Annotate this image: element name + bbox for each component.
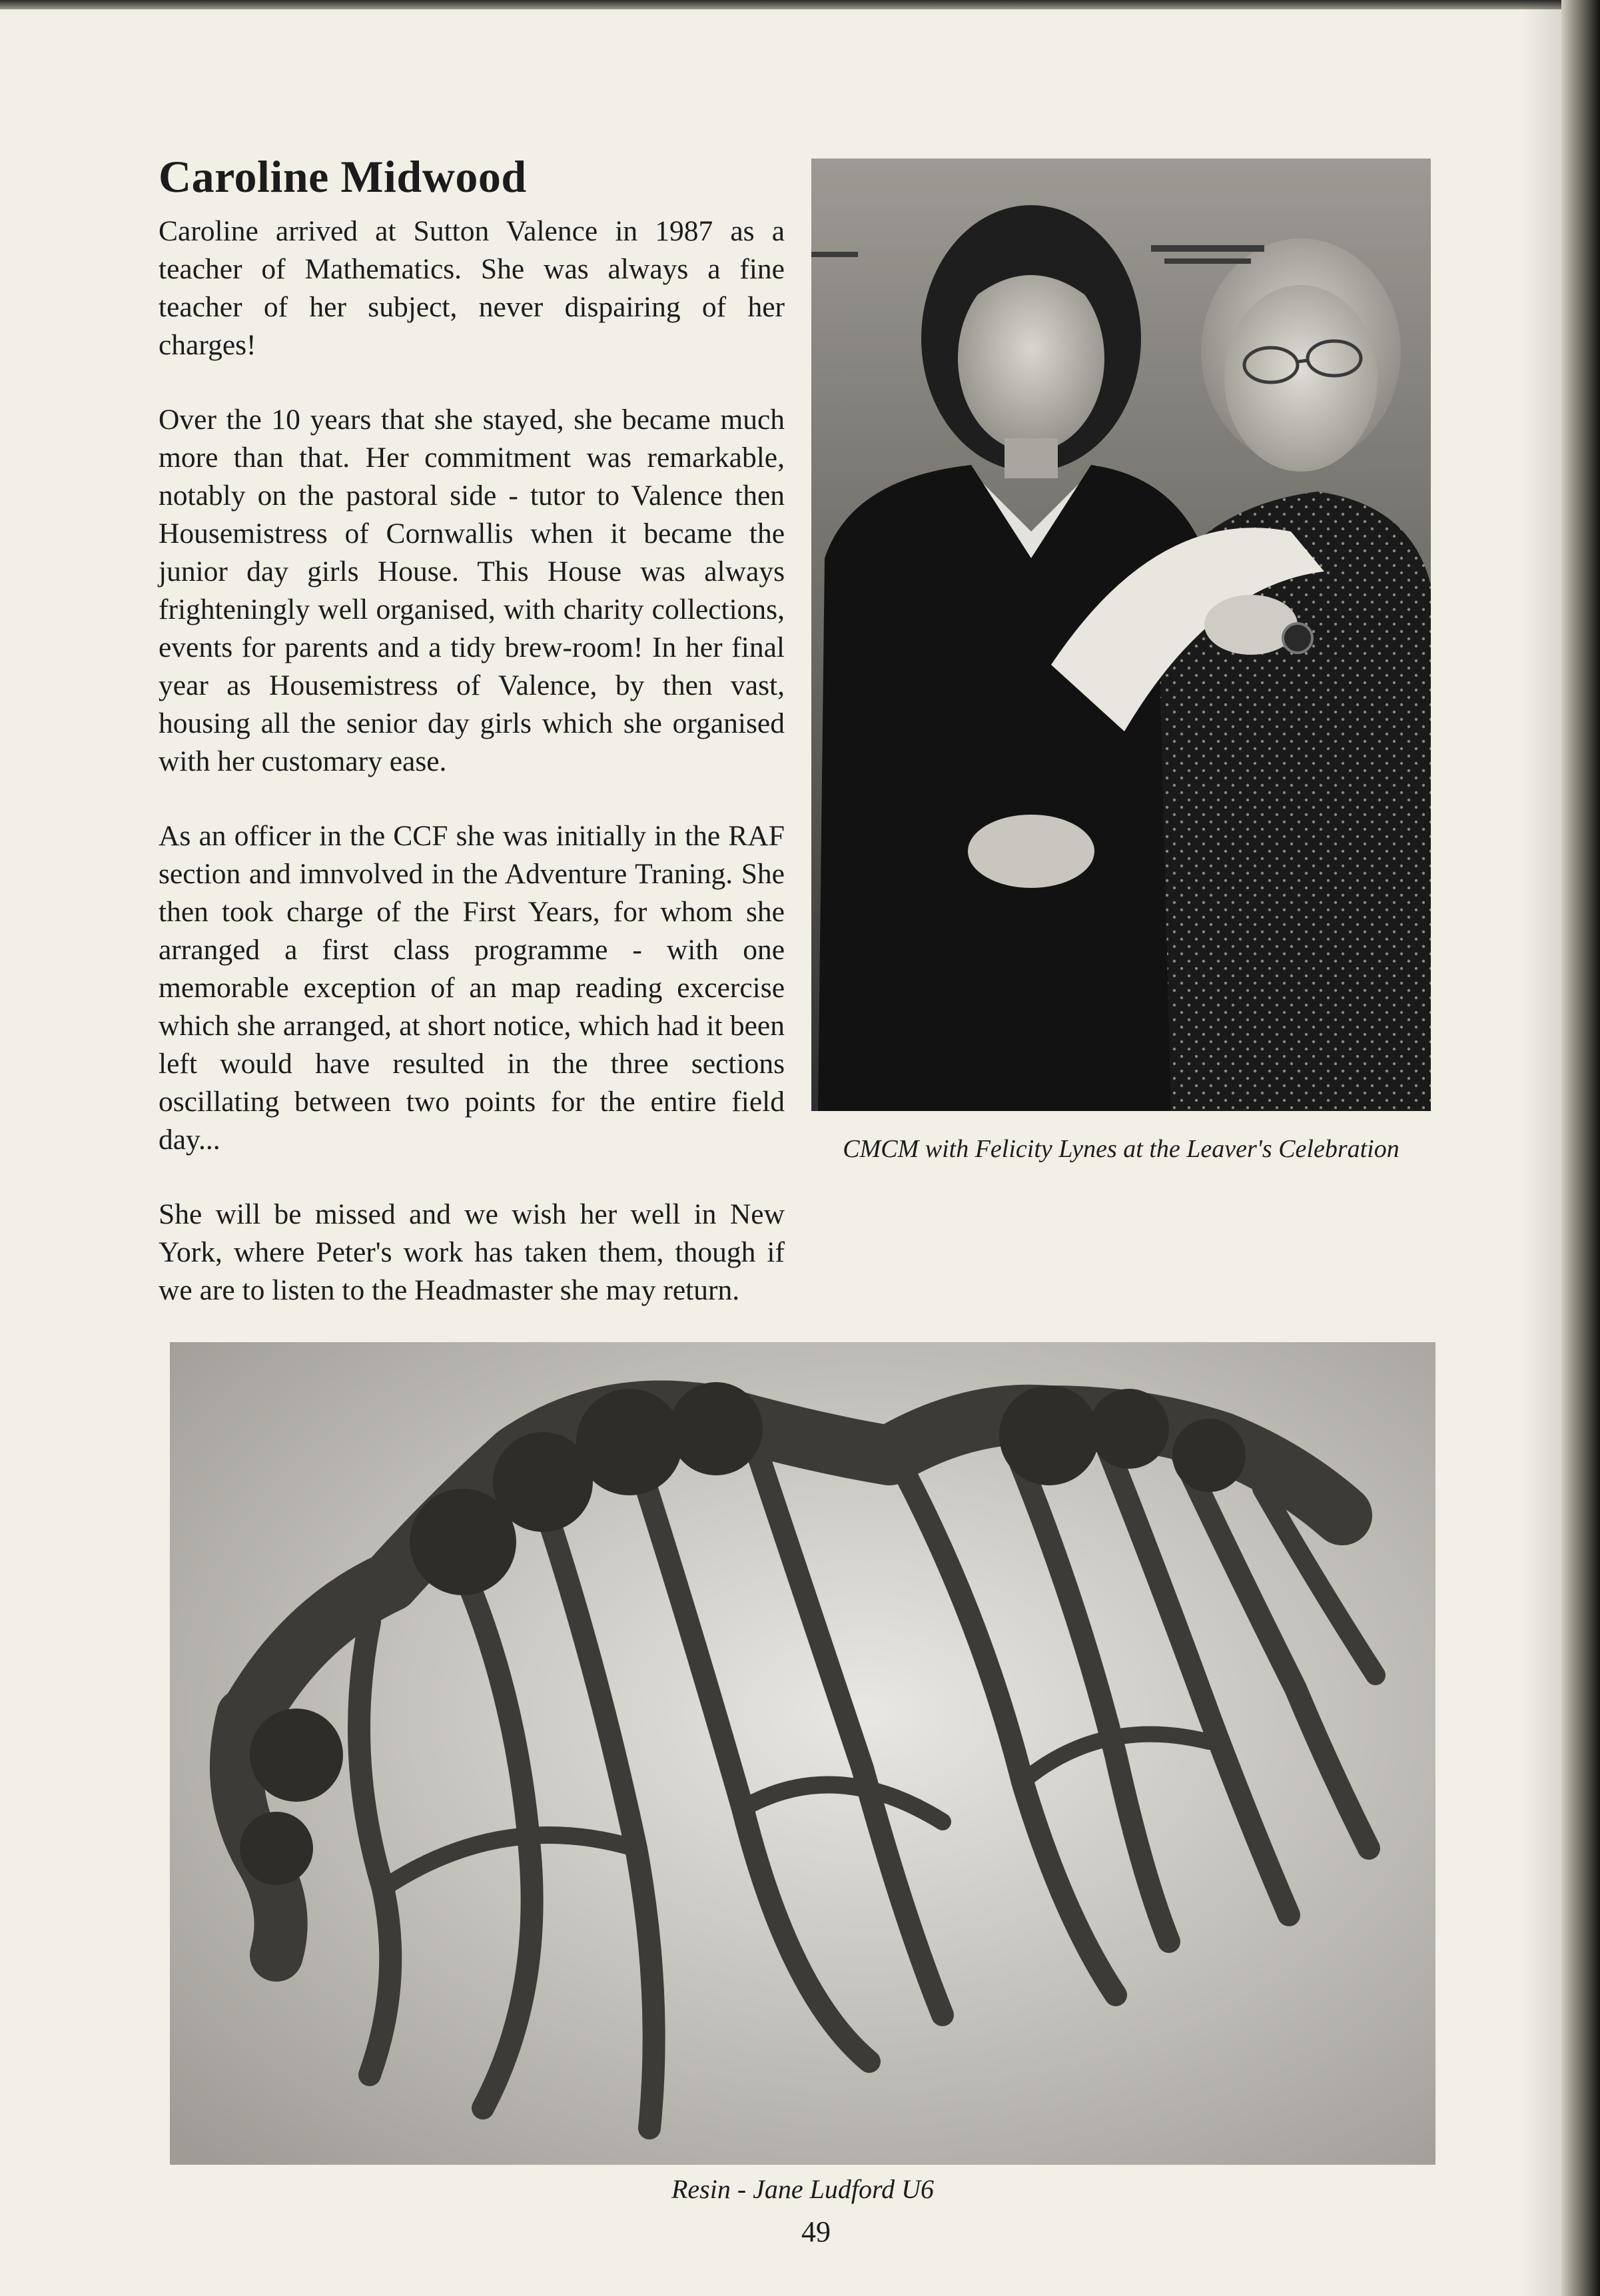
sculpture-caption: Resin - Jane Ludford U6 bbox=[671, 2174, 935, 2204]
photo-image bbox=[811, 159, 1431, 1111]
article-paragraph-1: Caroline arrived at Sutton Valence in 1987 as a teacher of Mathematics. She was always a fine teacher of her subject, never dispairing of her charges! bbox=[159, 214, 785, 361]
article-paragraph-4: She will be missed and we wish her well in New York, where Peter's work has taken them, though if we are to listen to the Headmaster she may return. bbox=[159, 1198, 785, 1306]
sculpture-image bbox=[170, 1342, 1435, 2165]
page-shadow bbox=[1521, 0, 1561, 2296]
article-paragraph-3: As an officer in the CCF she was initially in the RAF section and imnvolved in the Adventure Traning. She then took charge of the First Years, for whom she arranged a first class programme - with one memorable exception of an map reading excercise which she arranged, at short notice, which had it been left would have resulted in the three sections oscillating between two points for the entire field day... bbox=[159, 819, 785, 1156]
sculpture-photo bbox=[170, 1342, 1435, 2165]
photo-cmcm-felicity bbox=[811, 159, 1431, 1111]
article bbox=[159, 152, 785, 1346]
page-binding-edge bbox=[1561, 0, 1600, 2296]
article-title: Caroline Midwood bbox=[159, 151, 527, 202]
photo-caption: CMCM with Felicity Lynes at the Leaver's Celebration bbox=[843, 1135, 1400, 1163]
page-edge bbox=[0, 0, 1600, 9]
page-number: 49 bbox=[801, 2215, 831, 2248]
article-paragraph-2: Over the 10 years that she stayed, she became much more than that. Her commitment was remarkable, notably on the pastoral side - tutor to Valence then Housemistress of Cornwallis when it became the junior day girls House. This House was always frighteningly well organised, with charity collections, events for parents and a tidy brew-room! In her final year as Housemistress of Valence, by then vast, housing all the senior day girls which she organised with her customary ease. bbox=[159, 403, 785, 777]
